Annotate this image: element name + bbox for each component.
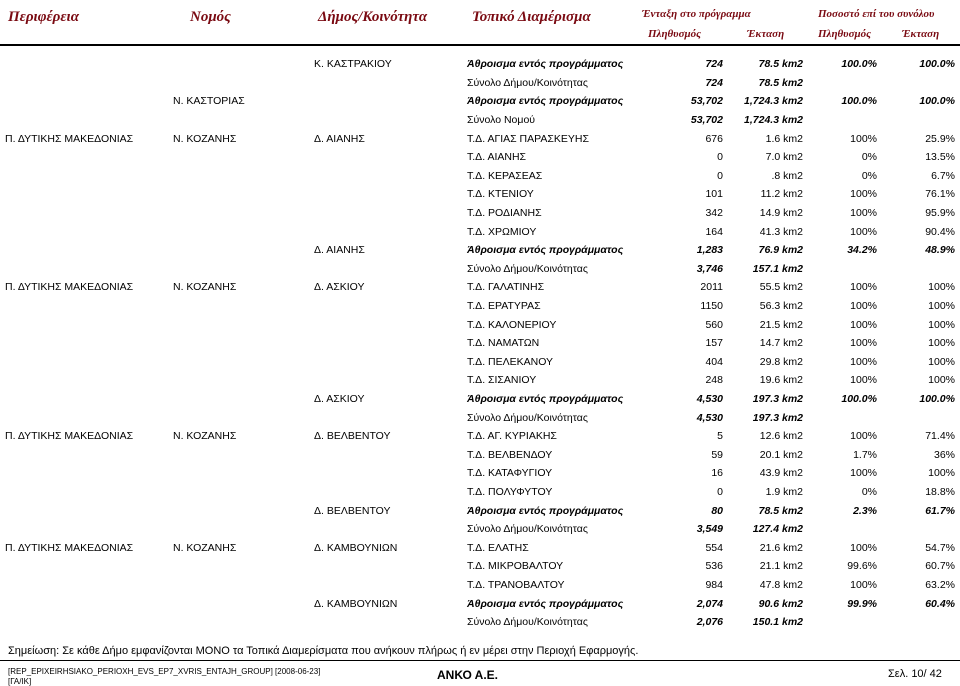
table-row — [2, 222, 958, 241]
header-topiko: Τοπικό Διαμέρισμα — [472, 9, 591, 25]
population-pct-cell: 100% — [850, 225, 877, 238]
population-pct-cell: 100% — [850, 541, 877, 554]
table-row — [2, 241, 958, 260]
area-cell: 1,724.3 km2 — [744, 114, 803, 127]
population-cell: 4,530 — [696, 411, 723, 424]
municipality-cell — [311, 297, 464, 316]
municipality-cell: Δ. ΑΣΚΙΟΥ — [314, 281, 365, 294]
prefecture-cell: Ν. ΚΟΖΑΝΗΣ — [173, 430, 237, 443]
table-row — [2, 92, 958, 111]
area-pct-cell: 48.9% — [925, 244, 955, 257]
population-pct-cell: 100% — [850, 188, 877, 201]
population-pct-cell — [806, 613, 880, 632]
area-cell: 1.9 km2 — [765, 485, 803, 498]
area-pct-cell: 90.4% — [925, 225, 955, 238]
area-cell: 55.5 km2 — [759, 281, 803, 294]
area-cell: 56.3 km2 — [759, 300, 803, 313]
table-row — [2, 74, 958, 93]
area-pct-cell: 60.4% — [925, 597, 955, 610]
prefecture-cell — [170, 501, 311, 520]
region-cell — [2, 390, 170, 409]
table-row — [2, 204, 958, 223]
municipality-cell — [311, 148, 464, 167]
region-cell — [2, 594, 170, 613]
municipality-cell: Δ. ΒΕΛΒΕΝΤΟΥ — [314, 430, 391, 443]
table-row — [2, 111, 958, 130]
population-pct-cell: 100% — [850, 374, 877, 387]
municipality-cell — [311, 92, 464, 111]
region-cell — [2, 111, 170, 130]
population-cell: 248 — [705, 374, 723, 387]
district-cell: Τ.Δ. ΠΟΛΥΦΥΤΟΥ — [467, 485, 553, 498]
table-row — [2, 315, 958, 334]
table-row — [2, 520, 958, 539]
prefecture-cell — [170, 222, 311, 241]
area-pct-cell: 95.9% — [925, 207, 955, 220]
region-cell — [2, 501, 170, 520]
area-cell: 14.9 km2 — [759, 207, 803, 220]
table-row — [2, 464, 958, 483]
municipality-cell — [311, 260, 464, 279]
population-cell: 0 — [717, 151, 723, 164]
municipality-cell — [311, 315, 464, 334]
prefecture-cell — [170, 315, 311, 334]
area-pct-cell — [880, 260, 958, 279]
population-pct-cell: 100% — [850, 300, 877, 313]
population-cell: 2011 — [700, 281, 723, 294]
area-cell: 41.3 km2 — [759, 225, 803, 238]
header-entaxi: Ένταξη στο πρόγραμμα — [642, 8, 751, 20]
municipality-cell — [311, 557, 464, 576]
region-cell — [2, 74, 170, 93]
area-pct-cell: 100% — [928, 467, 955, 480]
municipality-cell — [311, 74, 464, 93]
population-pct-cell — [806, 260, 880, 279]
population-pct-cell: 1.7% — [853, 448, 877, 461]
population-cell: 80 — [711, 504, 723, 517]
page-footer — [0, 660, 960, 686]
area-pct-cell — [880, 408, 958, 427]
district-cell: Τ.Δ. ΝΑΜΑΤΩΝ — [467, 337, 540, 350]
prefecture-cell — [170, 371, 311, 390]
region-cell — [2, 464, 170, 483]
table-row — [2, 557, 958, 576]
area-cell: 14.7 km2 — [759, 337, 803, 350]
area-cell: 21.5 km2 — [759, 318, 803, 331]
report-id: [REP_EPIXEIRHSIAKO_PERIOXH_EVS_EP7_XVRIS_ENTAJH_GROUP] [2008-06-23] — [8, 667, 321, 676]
prefecture-cell — [170, 297, 311, 316]
area-pct-cell: 100% — [928, 337, 955, 350]
population-pct-cell: 100% — [850, 355, 877, 368]
prefecture-cell — [170, 241, 311, 260]
district-cell: Τ.Δ. ΠΕΛΕΚΑΝΟΥ — [467, 355, 554, 368]
report-header — [0, 0, 960, 44]
municipality-cell: Δ. ΑΙΑΝΗΣ — [314, 132, 365, 145]
region-cell — [2, 334, 170, 353]
population-cell: 724 — [705, 76, 723, 89]
population-pct-cell: 0% — [861, 169, 877, 182]
table-row — [2, 576, 958, 595]
area-pct-cell — [880, 111, 958, 130]
prefecture-cell — [170, 111, 311, 130]
table-row — [2, 613, 958, 632]
area-pct-cell — [880, 613, 958, 632]
district-cell: Τ.Δ. ΑΙΑΝΗΣ — [467, 151, 527, 164]
municipality-cell: Δ. ΑΣΚΙΟΥ — [314, 392, 365, 405]
header-plithysmos-2: Πληθυσμός — [818, 28, 872, 40]
population-cell: 0 — [717, 485, 723, 498]
area-cell: 21.6 km2 — [759, 541, 803, 554]
district-cell: Τ.Δ. ΧΡΩΜΙΟΥ — [467, 225, 537, 238]
header-plithysmos-1: Πληθυσμός — [648, 28, 702, 40]
population-pct-cell — [806, 408, 880, 427]
data-table — [2, 55, 958, 631]
region-cell: Π. ΔΥΤΙΚΗΣ ΜΑΚΕΔΟΝΙΑΣ — [5, 281, 134, 294]
area-cell: 76.9 km2 — [758, 244, 803, 257]
area-cell: 1.6 km2 — [765, 132, 803, 145]
district-cell: Σύνολο Δήμου/Κοινότητας — [467, 411, 588, 424]
area-pct-cell: 76.1% — [925, 188, 955, 201]
region-cell — [2, 148, 170, 167]
district-cell: Σύνολο Δήμου/Κοινότητας — [467, 76, 588, 89]
population-cell: 164 — [705, 225, 723, 238]
area-pct-cell: 100% — [928, 355, 955, 368]
area-cell: 78.5 km2 — [758, 76, 803, 89]
municipality-cell — [311, 613, 464, 632]
population-cell: 724 — [705, 58, 723, 71]
area-cell: .8 km2 — [771, 169, 803, 182]
municipality-cell — [311, 185, 464, 204]
population-pct-cell — [806, 520, 880, 539]
prefecture-cell — [170, 520, 311, 539]
population-pct-cell: 100% — [850, 337, 877, 350]
district-cell: Τ.Δ. ΒΕΛΒΕΝΔΟΥ — [467, 448, 553, 461]
region-cell — [2, 408, 170, 427]
page-number: Σελ. 10/ 42 — [888, 668, 942, 680]
area-cell: 11.2 km2 — [760, 188, 803, 201]
prefecture-cell — [170, 74, 311, 93]
header-ektasi-1: Έκταση — [747, 28, 785, 40]
area-pct-cell: 63.2% — [925, 578, 955, 591]
region-cell — [2, 241, 170, 260]
population-cell: 554 — [705, 541, 723, 554]
header-dimos: Δήμος/Κοινότητα — [318, 9, 428, 25]
population-cell: 59 — [711, 448, 723, 461]
header-pososto: Ποσοστό επί του συνόλου — [818, 8, 935, 20]
district-cell: Τ.Δ. ΚΤΕΝΙΟΥ — [467, 188, 534, 201]
municipality-cell — [311, 483, 464, 502]
population-pct-cell — [806, 74, 880, 93]
table-row — [2, 297, 958, 316]
population-pct-cell: 100% — [850, 207, 877, 220]
table-row — [2, 371, 958, 390]
district-cell: Τ.Δ. ΤΡΑΝΟΒΑΛΤΟΥ — [467, 578, 565, 591]
population-cell: 536 — [705, 560, 723, 573]
table-row — [2, 408, 958, 427]
prefecture-cell — [170, 594, 311, 613]
table-row — [2, 278, 958, 297]
area-pct-cell: 61.7% — [925, 504, 955, 517]
district-cell: Άθροισμα εντός προγράμματος — [467, 392, 624, 405]
municipality-cell — [311, 408, 464, 427]
population-cell: 101 — [705, 188, 723, 201]
region-cell — [2, 445, 170, 464]
municipality-cell — [311, 445, 464, 464]
district-cell: Άθροισμα εντός προγράμματος — [467, 95, 624, 108]
prefecture-cell — [170, 445, 311, 464]
district-cell: Άθροισμα εντός προγράμματος — [467, 58, 624, 71]
prefecture-cell — [170, 334, 311, 353]
area-pct-cell: 18.8% — [925, 485, 955, 498]
population-pct-cell: 100.0% — [841, 392, 877, 405]
municipality-cell: Δ. ΚΑΜΒΟΥΝΙΩΝ — [314, 541, 398, 554]
district-cell: Τ.Δ. ΓΑΛΑΤΙΝΗΣ — [467, 281, 545, 294]
header-ektasi-2: Έκταση — [902, 28, 940, 40]
area-cell: 197.3 km2 — [752, 411, 803, 424]
area-pct-cell: 100% — [928, 318, 955, 331]
population-cell: 16 — [711, 467, 723, 480]
district-cell: Τ.Δ. ΚΕΡΑΣΕΑΣ — [467, 169, 543, 182]
population-pct-cell: 100% — [850, 430, 877, 443]
municipality-cell — [311, 334, 464, 353]
table-row — [2, 594, 958, 613]
region-cell — [2, 260, 170, 279]
population-pct-cell: 100% — [850, 132, 877, 145]
area-cell: 20.1 km2 — [759, 448, 803, 461]
district-cell: Τ.Δ. ΜΙΚΡΟΒΑΛΤΟΥ — [467, 560, 564, 573]
population-cell: 1150 — [700, 300, 723, 313]
district-cell: Άθροισμα εντός προγράμματος — [467, 244, 624, 257]
area-cell: 127.4 km2 — [752, 523, 803, 536]
municipality-cell: Δ. ΒΕΛΒΕΝΤΟΥ — [314, 504, 391, 517]
municipality-cell — [311, 204, 464, 223]
prefecture-cell — [170, 464, 311, 483]
district-cell: Τ.Δ. ΣΙΣΑΝΙΟΥ — [467, 374, 537, 387]
report-code: [ΓΑ/ΙΚ] — [8, 677, 32, 686]
region-cell — [2, 167, 170, 186]
prefecture-cell: Ν. ΚΟΖΑΝΗΣ — [173, 541, 237, 554]
area-pct-cell — [880, 520, 958, 539]
district-cell: Άθροισμα εντός προγράμματος — [467, 504, 624, 517]
area-pct-cell: 6.7% — [931, 169, 955, 182]
region-cell — [2, 297, 170, 316]
footnote: Σημείωση: Σε κάθε Δήμο εμφανίζονται ΜΟΝΟ τα Τοπικά Διαμερίσματα που ανήκουν πλήρως ή εν μέρει στην Περιοχή Εφαρμογής. — [8, 645, 639, 657]
population-pct-cell: 34.2% — [847, 244, 877, 257]
population-cell: 3,746 — [696, 262, 723, 275]
table-row — [2, 501, 958, 520]
population-cell: 404 — [705, 355, 723, 368]
area-pct-cell: 71.4% — [925, 430, 955, 443]
region-cell — [2, 520, 170, 539]
population-pct-cell: 99.6% — [847, 560, 877, 573]
municipality-cell — [311, 353, 464, 372]
area-cell: 157.1 km2 — [752, 262, 803, 275]
area-pct-cell: 100.0% — [919, 392, 955, 405]
population-cell: 157 — [705, 337, 723, 350]
region-cell — [2, 576, 170, 595]
area-pct-cell: 100.0% — [919, 95, 955, 108]
district-cell: Τ.Δ. ΑΓΙΑΣ ΠΑΡΑΣΚΕΥΗΣ — [467, 132, 589, 145]
prefecture-cell — [170, 408, 311, 427]
table-row — [2, 445, 958, 464]
region-cell: Π. ΔΥΤΙΚΗΣ ΜΑΚΕΔΟΝΙΑΣ — [5, 132, 134, 145]
district-cell: Τ.Δ. ΚΑΛΟΝΕΡΙΟΥ — [467, 318, 557, 331]
population-pct-cell: 2.3% — [853, 504, 877, 517]
region-cell — [2, 371, 170, 390]
population-cell: 1,283 — [696, 244, 723, 257]
area-cell: 90.6 km2 — [758, 597, 803, 610]
area-pct-cell: 25.9% — [925, 132, 955, 145]
population-pct-cell — [806, 111, 880, 130]
area-pct-cell: 60.7% — [925, 560, 955, 573]
region-cell — [2, 222, 170, 241]
prefecture-cell: Ν. ΚΟΖΑΝΗΣ — [173, 132, 237, 145]
population-cell: 5 — [717, 430, 723, 443]
table-row — [2, 353, 958, 372]
area-cell: 1,724.3 km2 — [744, 95, 803, 108]
table-row — [2, 334, 958, 353]
area-pct-cell: 36% — [933, 448, 955, 461]
population-cell: 2,074 — [696, 597, 723, 610]
area-cell: 19.6 km2 — [759, 374, 803, 387]
table-row — [2, 129, 958, 148]
header-divider — [0, 44, 960, 46]
region-cell: Π. ΔΥΤΙΚΗΣ ΜΑΚΕΔΟΝΙΑΣ — [5, 430, 134, 443]
prefecture-cell — [170, 390, 311, 409]
prefecture-cell — [170, 353, 311, 372]
district-cell: Τ.Δ. ΕΡΑΤΥΡΑΣ — [467, 300, 541, 313]
area-cell: 78.5 km2 — [758, 504, 803, 517]
table-row — [2, 538, 958, 557]
area-cell: 197.3 km2 — [752, 392, 803, 405]
district-cell: Άθροισμα εντός προγράμματος — [467, 597, 624, 610]
area-cell: 21.1 km2 — [759, 560, 803, 573]
region-cell — [2, 613, 170, 632]
population-cell: 53,702 — [690, 114, 723, 127]
prefecture-cell — [170, 557, 311, 576]
table-row — [2, 55, 958, 74]
region-cell — [2, 55, 170, 74]
prefecture-cell — [170, 55, 311, 74]
population-pct-cell: 99.9% — [847, 597, 877, 610]
population-cell: 0 — [717, 169, 723, 182]
area-cell: 12.6 km2 — [759, 430, 803, 443]
district-cell: Τ.Δ. ΡΟΔΙΑΝΗΣ — [467, 207, 542, 220]
area-pct-cell: 54.7% — [925, 541, 955, 554]
municipality-cell — [311, 371, 464, 390]
region-cell — [2, 557, 170, 576]
table-row — [2, 148, 958, 167]
population-cell: 342 — [705, 207, 723, 220]
table-row — [2, 260, 958, 279]
district-cell: Σύνολο Δήμου/Κοινότητας — [467, 523, 588, 536]
district-cell: Σύνολο Δήμου/Κοινότητας — [467, 262, 588, 275]
header-perifereia: Περιφέρεια — [8, 9, 79, 25]
prefecture-cell — [170, 167, 311, 186]
prefecture-cell — [170, 613, 311, 632]
area-cell: 78.5 km2 — [758, 58, 803, 71]
population-pct-cell: 100% — [850, 281, 877, 294]
table-row — [2, 185, 958, 204]
municipality-cell — [311, 464, 464, 483]
prefecture-cell — [170, 204, 311, 223]
municipality-cell — [311, 520, 464, 539]
district-cell: Σύνολο Δήμου/Κοινότητας — [467, 616, 588, 629]
prefecture-cell — [170, 260, 311, 279]
municipality-cell — [311, 167, 464, 186]
population-pct-cell: 0% — [861, 151, 877, 164]
area-cell: 47.8 km2 — [759, 578, 803, 591]
municipality-cell: Δ. ΑΙΑΝΗΣ — [314, 244, 365, 257]
region-cell: Π. ΔΥΤΙΚΗΣ ΜΑΚΕΔΟΝΙΑΣ — [5, 541, 134, 554]
region-cell — [2, 204, 170, 223]
population-cell: 53,702 — [690, 95, 723, 108]
region-cell — [2, 353, 170, 372]
population-cell: 984 — [705, 578, 723, 591]
population-pct-cell: 100.0% — [841, 95, 877, 108]
region-cell — [2, 92, 170, 111]
population-cell: 560 — [705, 318, 723, 331]
population-cell: 676 — [705, 132, 723, 145]
prefecture-cell — [170, 185, 311, 204]
area-pct-cell: 100% — [928, 281, 955, 294]
population-pct-cell: 100% — [850, 467, 877, 480]
district-cell: Τ.Δ. ΚΑΤΑΦΥΓΙΟΥ — [467, 467, 553, 480]
area-pct-cell — [880, 74, 958, 93]
prefecture-cell — [170, 483, 311, 502]
population-pct-cell: 100% — [850, 578, 877, 591]
municipality-cell — [311, 222, 464, 241]
table-row — [2, 483, 958, 502]
population-pct-cell: 100% — [850, 318, 877, 331]
district-cell: Τ.Δ. ΕΛΑΤΗΣ — [467, 541, 529, 554]
area-pct-cell: 100% — [928, 374, 955, 387]
table-row — [2, 427, 958, 446]
municipality-cell: Κ. ΚΑΣΤΡΑΚΙΟΥ — [314, 58, 392, 71]
population-cell: 2,076 — [696, 616, 723, 629]
company-name: ΑΝΚΟ Α.Ε. — [437, 668, 499, 682]
table-row — [2, 167, 958, 186]
population-pct-cell: 100.0% — [841, 58, 877, 71]
header-nomos: Νομός — [190, 9, 231, 25]
municipality-cell: Δ. ΚΑΜΒΟΥΝΙΩΝ — [314, 597, 398, 610]
region-cell — [2, 185, 170, 204]
municipality-cell — [311, 111, 464, 130]
district-cell: Σύνολο Νομού — [467, 114, 536, 127]
prefecture-cell: Ν. ΚΑΣΤΟΡΙΑΣ — [173, 95, 245, 108]
prefecture-cell — [170, 148, 311, 167]
district-cell: Τ.Δ. ΑΓ. ΚΥΡΙΑΚΗΣ — [467, 430, 557, 443]
prefecture-cell — [170, 576, 311, 595]
prefecture-cell: Ν. ΚΟΖΑΝΗΣ — [173, 281, 237, 294]
area-cell: 7.0 km2 — [765, 151, 803, 164]
table-row — [2, 390, 958, 409]
area-cell: 29.8 km2 — [759, 355, 803, 368]
area-pct-cell: 13.5% — [925, 151, 955, 164]
population-cell: 3,549 — [696, 523, 723, 536]
area-cell: 150.1 km2 — [752, 616, 803, 629]
area-pct-cell: 100.0% — [919, 58, 955, 71]
region-cell — [2, 315, 170, 334]
population-cell: 4,530 — [696, 392, 723, 405]
region-cell — [2, 483, 170, 502]
area-cell: 43.9 km2 — [759, 467, 803, 480]
population-pct-cell: 0% — [861, 485, 877, 498]
area-pct-cell: 100% — [928, 300, 955, 313]
municipality-cell — [311, 576, 464, 595]
